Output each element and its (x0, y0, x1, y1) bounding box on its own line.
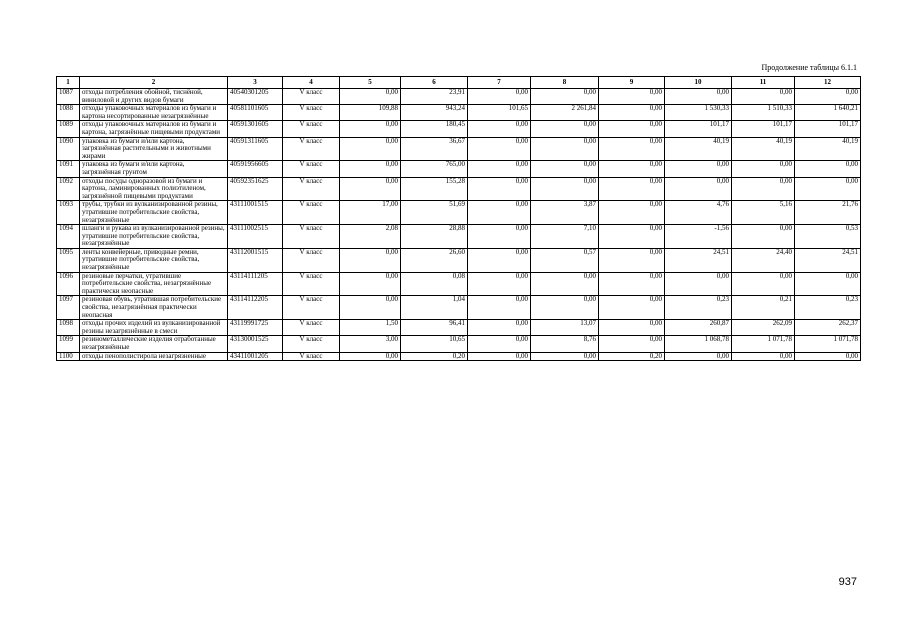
cell-value-col-8: 0,00 (531, 89, 599, 105)
cell-value-col-5: 0,00 (340, 296, 401, 320)
cell-value-col-9: 0,00 (599, 89, 665, 105)
header-col-10: 10 (665, 77, 732, 89)
cell-value-col-10: 0,00 (665, 272, 732, 296)
cell-value-col-7: 0,00 (468, 89, 531, 105)
cell-waste-name: отходы упаковочных материалов из бумаги и картона несортированные незагрязнённые (80, 105, 228, 121)
table-row (57, 352, 861, 361)
cell-value-col-10: 260,87 (665, 320, 732, 336)
table-row (57, 248, 861, 272)
cell-value-col-8: 0,00 (531, 137, 599, 161)
cell-hazard-class: V класс (283, 137, 340, 161)
header-col-12: 12 (795, 77, 861, 89)
cell-fkko-code: 43130001525 (228, 336, 283, 352)
cell-value-col-12: 0,00 (795, 89, 861, 105)
cell-value-col-7: 0,00 (468, 161, 531, 177)
header-col-7: 7 (468, 77, 531, 89)
cell-value-col-11: 101,17 (732, 121, 795, 137)
cell-value-col-6: 26,60 (401, 248, 468, 272)
cell-hazard-class: V класс (283, 89, 340, 105)
cell-value-col-7: 0,00 (468, 225, 531, 249)
cell-row-number: 1087 (57, 89, 80, 105)
cell-value-col-11: 24,40 (732, 248, 795, 272)
header-col-6: 6 (401, 77, 468, 89)
cell-value-col-7: 0,00 (468, 121, 531, 137)
cell-value-col-10: 0,00 (665, 177, 732, 201)
cell-value-col-12: 21,76 (795, 201, 861, 225)
cell-waste-name: резинометаллические изделия отработанные незагрязнённые (80, 336, 228, 352)
cell-value-col-12: 0,00 (795, 272, 861, 296)
data-table (56, 76, 861, 361)
table-row (57, 272, 861, 296)
cell-value-col-6: 155,28 (401, 177, 468, 201)
cell-value-col-9: 0,00 (599, 105, 665, 121)
cell-value-col-10: 0,23 (665, 296, 732, 320)
cell-value-col-5: 0,00 (340, 177, 401, 201)
cell-value-col-5: 0,00 (340, 161, 401, 177)
cell-value-col-8: 0,00 (531, 161, 599, 177)
cell-value-col-7: 0,00 (468, 272, 531, 296)
cell-hazard-class: V класс (283, 248, 340, 272)
cell-value-col-8: 7,10 (531, 225, 599, 249)
cell-value-col-11: 0,00 (732, 225, 795, 249)
cell-fkko-code: 43111002515 (228, 225, 283, 249)
cell-value-col-10: 0,00 (665, 89, 732, 105)
cell-value-col-6: 765,00 (401, 161, 468, 177)
cell-value-col-6: 23,91 (401, 89, 468, 105)
cell-waste-name: отходы потребления обойной, тиснёной, виниловой и других видов бумаги (80, 89, 228, 105)
cell-value-col-6: 51,69 (401, 201, 468, 225)
cell-hazard-class: V класс (283, 177, 340, 201)
table-header-row (57, 77, 861, 89)
cell-value-col-5: 0,00 (340, 352, 401, 361)
cell-fkko-code: 40591956605 (228, 161, 283, 177)
cell-hazard-class: V класс (283, 161, 340, 177)
cell-waste-name: трубы, трубки из вулканизированной резины, утратившие потребительские свойства, незагрязнённые (80, 201, 228, 225)
cell-fkko-code: 40591301605 (228, 121, 283, 137)
cell-value-col-8: 2 261,84 (531, 105, 599, 121)
cell-value-col-6: 1,04 (401, 296, 468, 320)
cell-fkko-code: 43112001515 (228, 248, 283, 272)
cell-value-col-12: 1 071,78 (795, 336, 861, 352)
cell-value-col-6: 36,67 (401, 137, 468, 161)
cell-hazard-class: V класс (283, 272, 340, 296)
cell-value-col-8: 0,00 (531, 272, 599, 296)
cell-value-col-7: 0,00 (468, 201, 531, 225)
cell-value-col-7: 0,00 (468, 248, 531, 272)
header-col-4: 4 (283, 77, 340, 89)
data-table-container (56, 76, 860, 361)
cell-row-number: 1092 (57, 177, 80, 201)
cell-value-col-9: 0,00 (599, 201, 665, 225)
cell-waste-name: резиновая обувь, утратившая потребительские свойства, незагрязнённая практически неопасная (80, 296, 228, 320)
page-number: 937 (838, 576, 857, 588)
cell-value-col-10: 0,00 (665, 161, 732, 177)
cell-row-number: 1089 (57, 121, 80, 137)
cell-value-col-12: 0,00 (795, 352, 861, 361)
cell-value-col-8: 8,76 (531, 336, 599, 352)
cell-fkko-code: 43411001205 (228, 352, 283, 361)
cell-value-col-12: 0,23 (795, 296, 861, 320)
table-row (57, 177, 861, 201)
cell-value-col-8: 0,00 (531, 121, 599, 137)
header-col-3: 3 (228, 77, 283, 89)
cell-hazard-class: V класс (283, 201, 340, 225)
cell-value-col-5: 1,50 (340, 320, 401, 336)
cell-fkko-code: 40591311605 (228, 137, 283, 161)
cell-value-col-9: 0,00 (599, 320, 665, 336)
cell-value-col-11: 5,16 (732, 201, 795, 225)
cell-row-number: 1099 (57, 336, 80, 352)
table-row (57, 225, 861, 249)
cell-value-col-7: 0,00 (468, 320, 531, 336)
cell-value-col-12: 40,19 (795, 137, 861, 161)
header-col-11: 11 (732, 77, 795, 89)
header-col-9: 9 (599, 77, 665, 89)
cell-fkko-code: 40581101605 (228, 105, 283, 121)
cell-hazard-class: V класс (283, 352, 340, 361)
cell-value-col-7: 101,65 (468, 105, 531, 121)
cell-value-col-8: 0,00 (531, 352, 599, 361)
cell-value-col-9: 0,00 (599, 225, 665, 249)
cell-waste-name: упаковка из бумаги и/или картона, загрязнённая грунтом (80, 161, 228, 177)
cell-hazard-class: V класс (283, 121, 340, 137)
cell-row-number: 1095 (57, 248, 80, 272)
cell-value-col-5: 17,00 (340, 201, 401, 225)
cell-value-col-11: 0,00 (732, 177, 795, 201)
cell-waste-name: отходы посуды одноразовой из бумаги и картона, ламинированных полиэтиленом, загрязнённой пищевыми продуктами (80, 177, 228, 201)
cell-value-col-12: 262,37 (795, 320, 861, 336)
cell-value-col-12: 0,00 (795, 161, 861, 177)
cell-value-col-5: 0,00 (340, 137, 401, 161)
cell-fkko-code: 43114112205 (228, 296, 283, 320)
cell-waste-name: упаковка из бумаги и/или картона, загрязнённая растительными и животными жирами (80, 137, 228, 161)
cell-value-col-8: 13,07 (531, 320, 599, 336)
cell-row-number: 1098 (57, 320, 80, 336)
cell-value-col-10: 40,19 (665, 137, 732, 161)
cell-value-col-11: 0,00 (732, 352, 795, 361)
table-row (57, 161, 861, 177)
cell-value-col-6: 0,20 (401, 352, 468, 361)
cell-value-col-10: 4,76 (665, 201, 732, 225)
cell-value-col-8: 0,00 (531, 177, 599, 201)
cell-waste-name: резиновые перчатки, утратившие потребительские свойства, незагрязнённые практически неопасные (80, 272, 228, 296)
cell-fkko-code: 43114111205 (228, 272, 283, 296)
table-row (57, 320, 861, 336)
cell-value-col-8: 0,57 (531, 248, 599, 272)
cell-hazard-class: V класс (283, 320, 340, 336)
cell-value-col-5: 3,00 (340, 336, 401, 352)
cell-value-col-5: 0,00 (340, 272, 401, 296)
cell-hazard-class: V класс (283, 296, 340, 320)
cell-fkko-code: 40540301205 (228, 89, 283, 105)
cell-row-number: 1091 (57, 161, 80, 177)
cell-value-col-5: 109,88 (340, 105, 401, 121)
cell-waste-name: ленты конвейерные, приводные ремни, утратившие потребительские свойства, незагрязнённые (80, 248, 228, 272)
cell-value-col-6: 96,41 (401, 320, 468, 336)
cell-value-col-10: 24,51 (665, 248, 732, 272)
cell-value-col-8: 0,00 (531, 296, 599, 320)
cell-value-col-5: 0,00 (340, 89, 401, 105)
cell-row-number: 1100 (57, 352, 80, 361)
cell-value-col-11: 0,21 (732, 296, 795, 320)
cell-value-col-5: 0,00 (340, 121, 401, 137)
cell-row-number: 1097 (57, 296, 80, 320)
header-col-5: 5 (340, 77, 401, 89)
cell-value-col-6: 180,45 (401, 121, 468, 137)
cell-value-col-9: 0,00 (599, 177, 665, 201)
cell-hazard-class: V класс (283, 225, 340, 249)
cell-value-col-9: 0,20 (599, 352, 665, 361)
cell-hazard-class: V класс (283, 336, 340, 352)
cell-value-col-9: 0,00 (599, 248, 665, 272)
cell-value-col-10: -1,56 (665, 225, 732, 249)
cell-value-col-11: 1 071,78 (732, 336, 795, 352)
cell-value-col-8: 3,87 (531, 201, 599, 225)
table-row (57, 137, 861, 161)
cell-waste-name: отходы упаковочных материалов из бумаги и картона, загрязнённые пищевыми продуктами (80, 121, 228, 137)
cell-value-col-9: 0,00 (599, 121, 665, 137)
table-row (57, 296, 861, 320)
cell-hazard-class: V класс (283, 105, 340, 121)
cell-waste-name: отходы прочих изделий из вулканизированной резины незагрязнённые в смеси (80, 320, 228, 336)
cell-value-col-7: 0,00 (468, 137, 531, 161)
cell-row-number: 1088 (57, 105, 80, 121)
cell-value-col-10: 0,00 (665, 352, 732, 361)
cell-value-col-9: 0,00 (599, 137, 665, 161)
cell-row-number: 1093 (57, 201, 80, 225)
cell-value-col-9: 0,00 (599, 296, 665, 320)
cell-fkko-code: 40592351625 (228, 177, 283, 201)
cell-value-col-11: 0,00 (732, 89, 795, 105)
cell-value-col-6: 10,65 (401, 336, 468, 352)
header-col-8: 8 (531, 77, 599, 89)
cell-value-col-11: 0,00 (732, 272, 795, 296)
table-continuation-label: Продолжение таблицы 6.1.1 (761, 63, 857, 72)
cell-value-col-10: 101,17 (665, 121, 732, 137)
cell-value-col-6: 943,24 (401, 105, 468, 121)
cell-value-col-9: 0,00 (599, 336, 665, 352)
cell-fkko-code: 43119991725 (228, 320, 283, 336)
cell-value-col-5: 0,00 (340, 248, 401, 272)
table-row (57, 336, 861, 352)
cell-value-col-7: 0,00 (468, 296, 531, 320)
cell-value-col-11: 40,19 (732, 137, 795, 161)
cell-value-col-12: 24,51 (795, 248, 861, 272)
table-row (57, 105, 861, 121)
cell-waste-name: отходы пенополистирола незагрязненные (80, 352, 228, 361)
cell-row-number: 1090 (57, 137, 80, 161)
cell-value-col-12: 1 640,21 (795, 105, 861, 121)
cell-value-col-5: 2,08 (340, 225, 401, 249)
cell-fkko-code: 43111001515 (228, 201, 283, 225)
cell-row-number: 1094 (57, 225, 80, 249)
table-row (57, 121, 861, 137)
cell-value-col-9: 0,00 (599, 272, 665, 296)
table-row (57, 201, 861, 225)
cell-value-col-11: 262,09 (732, 320, 795, 336)
cell-waste-name: шланги и рукава из вулканизированной резины, утратившие потребительские свойства, незагрязнённые (80, 225, 228, 249)
table-row (57, 89, 861, 105)
cell-value-col-10: 1 068,78 (665, 336, 732, 352)
header-col-2: 2 (80, 77, 228, 89)
cell-value-col-12: 0,00 (795, 177, 861, 201)
cell-value-col-6: 0,08 (401, 272, 468, 296)
cell-value-col-7: 0,00 (468, 352, 531, 361)
cell-value-col-9: 0,00 (599, 161, 665, 177)
cell-value-col-6: 28,88 (401, 225, 468, 249)
cell-value-col-11: 1 510,33 (732, 105, 795, 121)
header-col-1: 1 (57, 77, 80, 89)
cell-value-col-12: 101,17 (795, 121, 861, 137)
cell-row-number: 1096 (57, 272, 80, 296)
cell-value-col-10: 1 530,33 (665, 105, 732, 121)
cell-value-col-11: 0,00 (732, 161, 795, 177)
cell-value-col-7: 0,00 (468, 177, 531, 201)
cell-value-col-12: 0,53 (795, 225, 861, 249)
cell-value-col-7: 0,00 (468, 336, 531, 352)
